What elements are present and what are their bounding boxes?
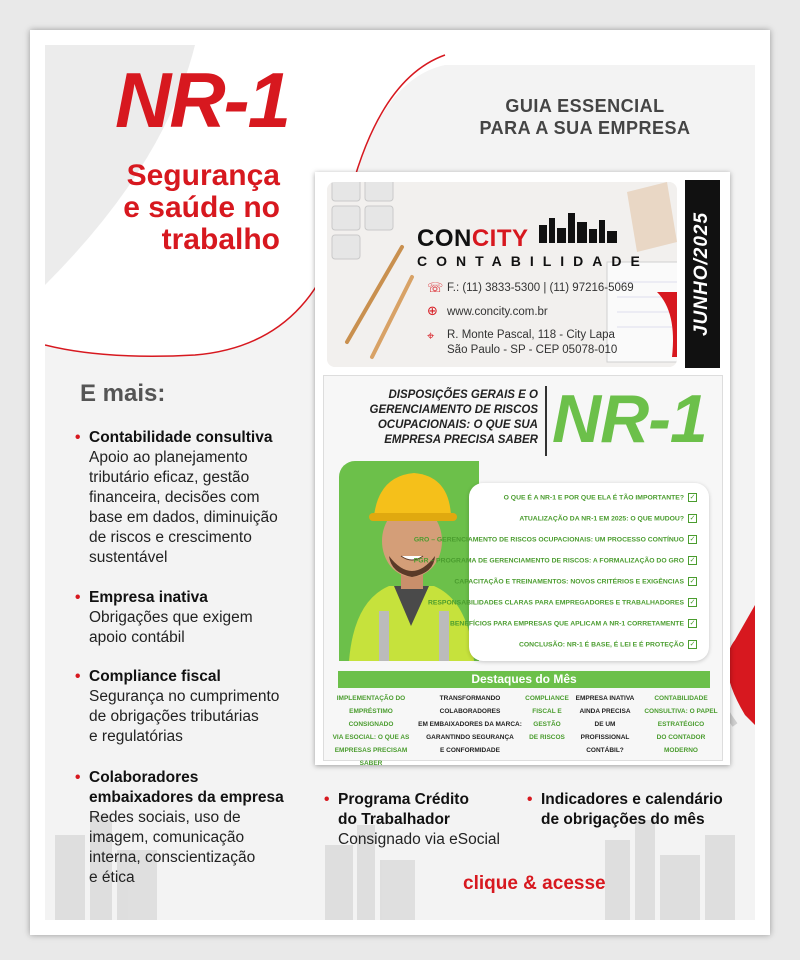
guide-tagline [455,95,715,139]
poster-subtitle [100,160,280,256]
checkbox-icon: ✓ [689,641,696,648]
toc-label: RESPONSABILIDADES CLARAS PARA EMPREGADORES E TRABALHADORES [427,599,684,607]
cover-body [323,375,723,767]
item-title: Programa Crédito [338,791,469,808]
item-text: apoio contábil [89,629,185,646]
poster-title: NR-1 [115,56,290,144]
highlight-line: EMPRÉSTIMO CONSIGNADO [348,708,394,728]
checkbox-icon: ✓ [689,578,696,585]
item-title: Indicadores e calendário [541,791,723,808]
company-logo [417,225,529,253]
item-text: e ética [89,869,135,886]
item-text: base em dados, diminuição [89,509,278,526]
highlights-bar: Destaques do Mês [338,671,710,688]
toc-label: GRO – GERENCIAMENTO DE RISCOS OCUPACIONAIS: UM PROCESSO CONTÍNUO [413,536,684,544]
highlight-line: VIA ESOCIAL: O QUE AS [332,734,410,741]
highlight-line: AINDA PRECISA [579,708,631,715]
highlight-item[interactable] [570,692,640,757]
address-line: R. Monte Pascal, 118 - City Lapa [447,329,615,341]
cover-heading-line: EMPRESA PRECISA SABER [384,434,538,446]
item-text: financeira, decisões com [89,489,260,506]
highlight-item[interactable] [326,692,416,770]
item-text: Consignado via eSocial [338,831,500,848]
toc-item[interactable] [450,619,697,628]
toc-label: O QUE É A NR-1 E POR QUE ELA É TÃO IMPORTANTE? [503,494,684,502]
item-text: de riscos e crescimento [89,529,252,546]
item-title: embaixadores da empresa [89,789,284,806]
highlight-line: EMPRESAS PRECISAM SABER [334,747,408,767]
toc-label: CONCLUSÃO: NR-1 É BASE, É LEI E É PROTEÇÃO [518,641,684,649]
highlight-line: FISCAL E [532,708,562,715]
highlight-line: DE UM PROFISSIONAL [580,721,630,741]
highlight-line: E CONFORMIDADE [440,747,500,754]
bullet-icon: • [324,791,330,808]
bullet-icon: • [75,668,81,685]
toc-item[interactable] [504,493,697,502]
subtitle-line: trabalho [161,223,280,256]
highlight-line: COMPLIANCE [525,695,569,702]
poster [45,45,755,920]
item-title: Compliance fiscal [89,668,221,685]
highlight-item[interactable] [416,692,524,757]
item-text: imagem, comunicação [89,829,245,846]
highlight-line: IMPLEMENTAÇÃO DO [336,695,406,702]
highlight-line: GARANTINDO SEGURANÇA [426,734,514,741]
item-text: Obrigações que exigem [89,609,253,626]
item-text: sustentável [89,549,168,566]
checkbox-icon: ✓ [689,620,696,627]
checkbox-icon: ✓ [689,515,696,522]
list-item [324,790,518,850]
magazine-cover[interactable] [315,172,730,765]
cover-header [327,182,677,367]
toc-item[interactable] [454,577,697,586]
contact-website[interactable]: www.concity.com.br [447,306,548,318]
bullet-icon: • [75,769,81,786]
highlight-line: EMPRESA INATIVA [575,695,635,702]
cover-heading [338,388,538,448]
logo-subtitle: CONTABILIDADE [417,253,649,269]
checkbox-icon: ✓ [689,494,696,501]
bullet-icon: • [75,429,81,446]
toc-item[interactable] [414,556,697,565]
bullet-icon: • [75,589,81,606]
list-item [75,667,304,747]
checkbox-icon: ✓ [689,599,696,606]
phone-icon: ☏ [427,280,444,295]
item-title: de obrigações do mês [541,811,705,828]
item-title: Contabilidade consultiva [89,429,273,446]
toc-item[interactable] [414,535,697,544]
highlight-line: CONTÁBIL? [586,747,624,754]
location-pin-icon: ⌖ [427,328,435,343]
item-text: tributário eficaz, gestão [89,469,250,486]
table-of-contents [413,483,709,661]
logo-text-con: CON [417,225,472,252]
cover-heading-line: DISPOSIÇÕES GERAIS E O [388,389,538,401]
guide-line: PARA A SUA EMPRESA [479,118,691,138]
subtitle-line: e saúde no [123,191,280,224]
highlight-line: CONTABILIDADE [654,695,708,702]
toc-item[interactable] [519,640,697,649]
item-text: interna, conscientização [89,849,256,866]
highlight-line: DE RISCOS [529,734,565,741]
contact-phone: F.: (11) 3833-5300 | (11) 97216-5069 [447,282,634,294]
checkbox-icon: ✓ [689,536,696,543]
bullet-icon: • [527,791,533,808]
heading-divider [545,386,547,456]
guide-line: GUIA ESSENCIAL [505,96,665,116]
highlight-line: EM EMBAIXADORES DA MARCA: [418,721,522,728]
highlight-item[interactable] [524,692,570,744]
subtitle-line: Segurança [126,159,280,192]
item-text: de obrigações tributárias [89,708,259,725]
highlight-line: DO CONTADOR MODERNO [656,734,706,754]
highlight-line: CONSULTIVA: O PAPEL [644,708,718,715]
edition-date: JUNHO/2025 [691,211,712,337]
toc-label: CAPACITAÇÃO E TREINAMENTOS: NOVOS CRITÉRIOS E EXIGÊNCIAS [454,578,684,586]
highlight-item[interactable] [640,692,722,757]
contact-address [447,328,617,358]
toc-item[interactable] [519,514,697,523]
item-title: Colaboradores [89,769,199,786]
list-item [75,428,304,568]
more-heading: E mais: [80,380,166,407]
item-title: Empresa inativa [89,589,208,606]
highlight-line: ESTRATÉGICO [657,721,705,728]
item-text: Apoio ao planejamento [89,449,248,466]
access-link[interactable]: clique & acesse [463,873,606,894]
highlight-line: TRANSFORMANDO COLABORADORES [439,695,501,715]
toc-label: PGR – PROGRAMA DE GERENCIAMENTO DE RISCOS: A FORMALIZAÇÃO DO GRO [413,557,684,565]
highlight-line: GESTÃO [533,721,561,728]
item-text: Segurança no cumprimento [89,688,280,705]
checkbox-icon: ✓ [689,557,696,564]
list-item [75,768,304,888]
toc-item[interactable] [428,598,697,607]
toc-label: ATUALIZAÇÃO DA NR-1 EM 2025: O QUE MUDOU? [519,515,684,523]
address-line: São Paulo - SP - CEP 05078-010 [447,344,618,356]
item-title: do Trabalhador [338,811,450,828]
cover-heading-line: GERENCIAMENTO DE RISCOS [369,404,538,416]
globe-icon: ⊕ [427,303,438,318]
item-text: e regulatórias [89,728,183,745]
toc-label: BENEFÍCIOS PARA EMPRESAS QUE APLICAM A NR-1 CORRETAMENTE [449,620,684,628]
logo-text-city: CITY [471,225,529,252]
list-item [527,790,746,830]
cover-heading-line: OCUPACIONAIS: O QUE SUA [377,419,538,431]
list-item [75,588,304,648]
cover-title: NR-1 [552,381,707,457]
edition-spine [685,180,720,368]
item-text: Redes sociais, uso de [89,809,241,826]
